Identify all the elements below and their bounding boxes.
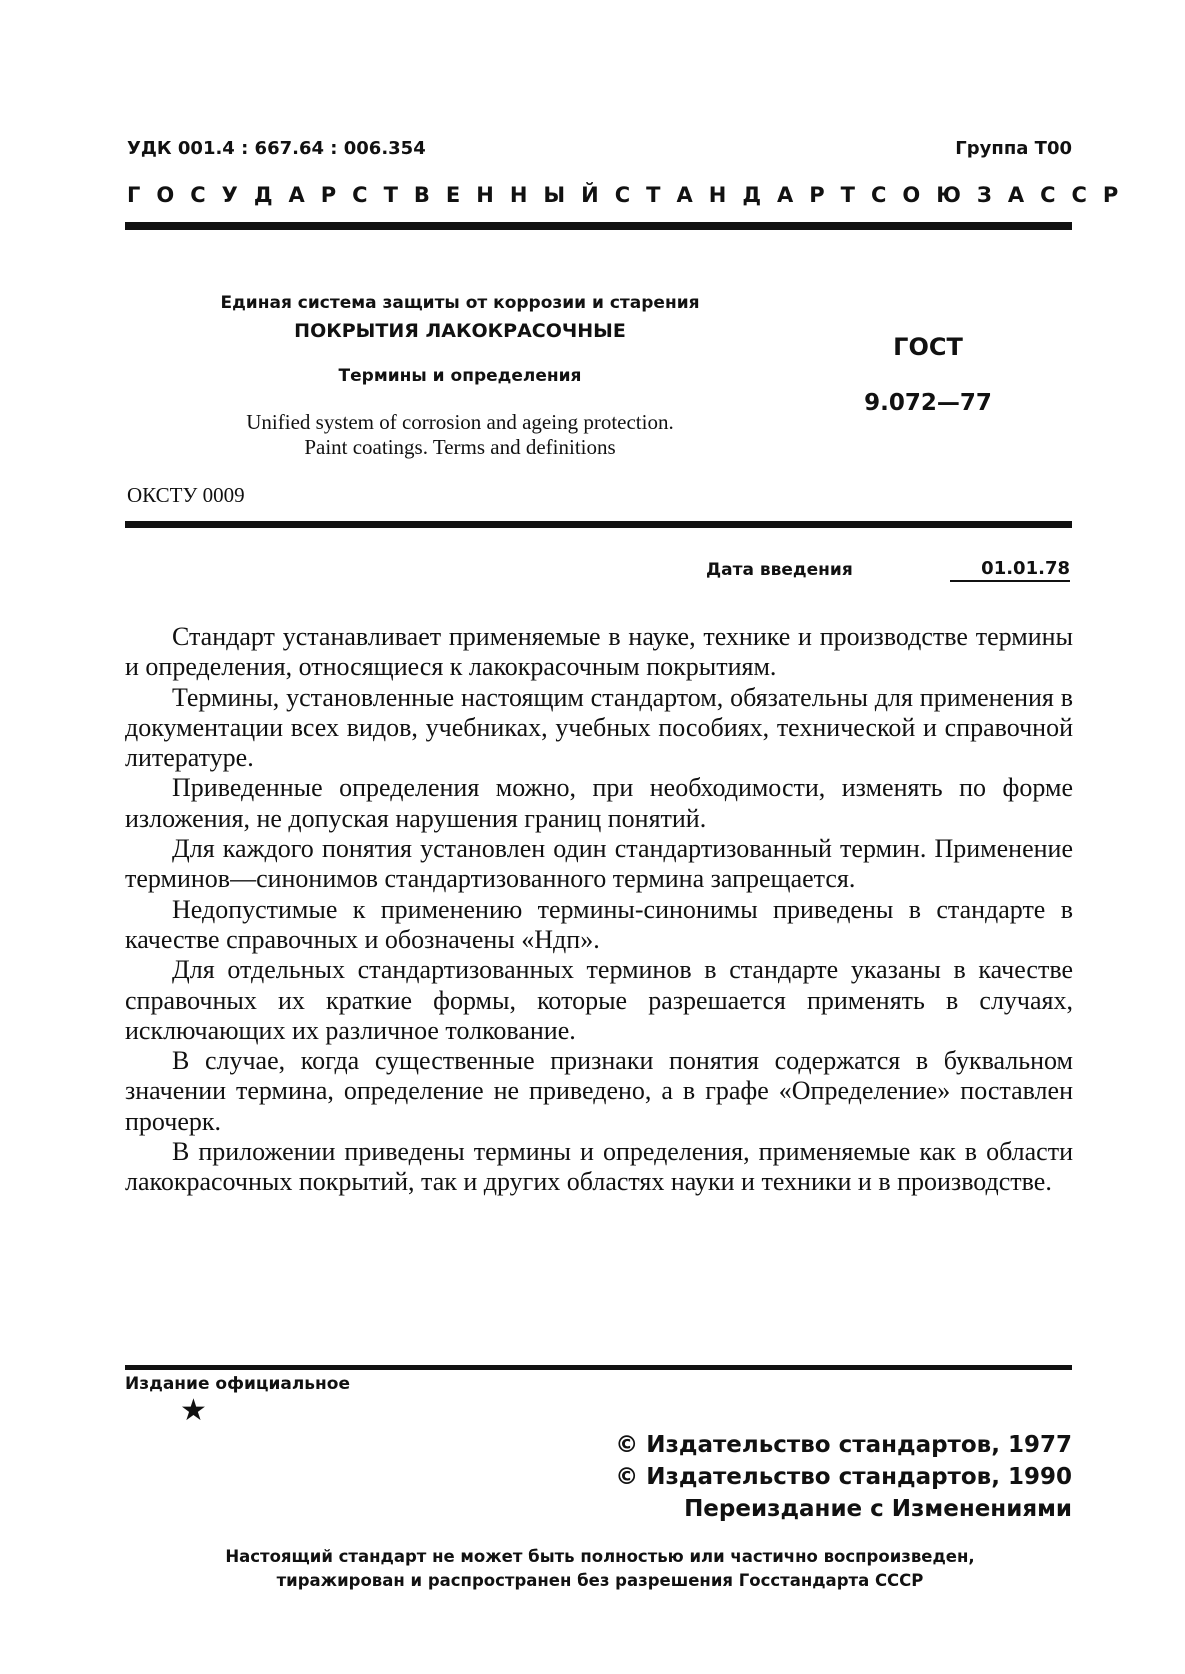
body-text [125, 622, 1073, 1198]
state-standard-word: ССР [1040, 183, 1135, 207]
title-divider [125, 521, 1072, 528]
state-standard-word: СОЮЗА [871, 183, 1041, 207]
intro-date-label: Дата введения [706, 560, 853, 580]
group-code: Группа Т00 [955, 138, 1072, 159]
okstu-code: ОКСТУ 0009 [127, 483, 245, 507]
english-title-line: Paint coatings. Terms and definitions [304, 435, 616, 459]
star-icon: ★ [180, 1393, 207, 1428]
english-title [150, 410, 770, 460]
state-standard-heading [127, 183, 1135, 207]
body-paragraph: Приведенные определения можно, при необходимости, изменять по форме изложения, не допуская нарушения границ понятий. [125, 773, 1073, 833]
reprint-note: Переиздание с Изменениями [684, 1496, 1072, 1522]
edition-label: Издание официальное [125, 1374, 351, 1394]
body-paragraph: В приложении приведены термины и определения, применяемые как в области лакокрасочных покрытий, так и других областях науки и техники и в производстве. [125, 1137, 1073, 1197]
notice-line: тиражирован и распространен без разрешения Госстандарта СССР [276, 1571, 924, 1590]
body-paragraph: Для отдельных стандартизованных терминов в стандарте указаны в качестве справочных их краткие формы, которые разрешается применять в случаях, исключающих их различное толкование. [125, 955, 1073, 1045]
body-paragraph: Недопустимые к применению термины-синонимы приведены в стандарте в качестве справочных и обозначены «Ндп». [125, 894, 1073, 954]
top-divider [125, 222, 1072, 230]
intro-date-value: 01.01.78 [950, 558, 1070, 582]
gost-label: ГОСТ [893, 333, 963, 361]
body-paragraph: Стандарт устанавливает применяемые в науке, технике и производстве термины и определения, относящиеся к лакокрасочным покрытиям. [125, 622, 1073, 682]
body-paragraph: Термины, установленные настоящим стандартом, обязательны для применения в документации всех видов, учебниках, учебных пособиях, технической и справочной литературе. [125, 682, 1073, 773]
body-paragraph: В случае, когда существенные признаки понятия содержатся в буквальном значении термина, определение не приведено, а в графе «Определение» поставлен прочерк. [125, 1046, 1073, 1136]
notice-line: Настоящий стандарт не может быть полностью или частично воспроизведен, [225, 1547, 975, 1566]
document-title: ПОКРЫТИЯ ЛАКОКРАСОЧНЫЕ [294, 320, 626, 342]
state-standard-word: СТАНДАРТ [614, 183, 872, 207]
copyright-line: © Издательство стандартов, 1990 [615, 1464, 1072, 1490]
copyright-line: © Издательство стандартов, 1977 [615, 1432, 1072, 1458]
system-title: Единая система защиты от коррозии и старения [220, 293, 700, 313]
english-title-line: Unified system of corrosion and ageing protection. [246, 410, 674, 434]
reproduction-notice [125, 1545, 1075, 1593]
body-paragraph: Для каждого понятия установлен один стандартизованный термин. Применение терминов—синонимов стандартизованного термина запрещается. [125, 834, 1073, 894]
footer-divider [125, 1365, 1072, 1370]
gost-number: 9.072—77 [864, 390, 992, 416]
state-standard-word: ГОСУДАРСТВЕННЫЙ [127, 183, 615, 207]
document-subtitle: Термины и определения [338, 366, 582, 386]
udk-code: УДК 001.4 : 667.64 : 006.354 [127, 138, 426, 159]
